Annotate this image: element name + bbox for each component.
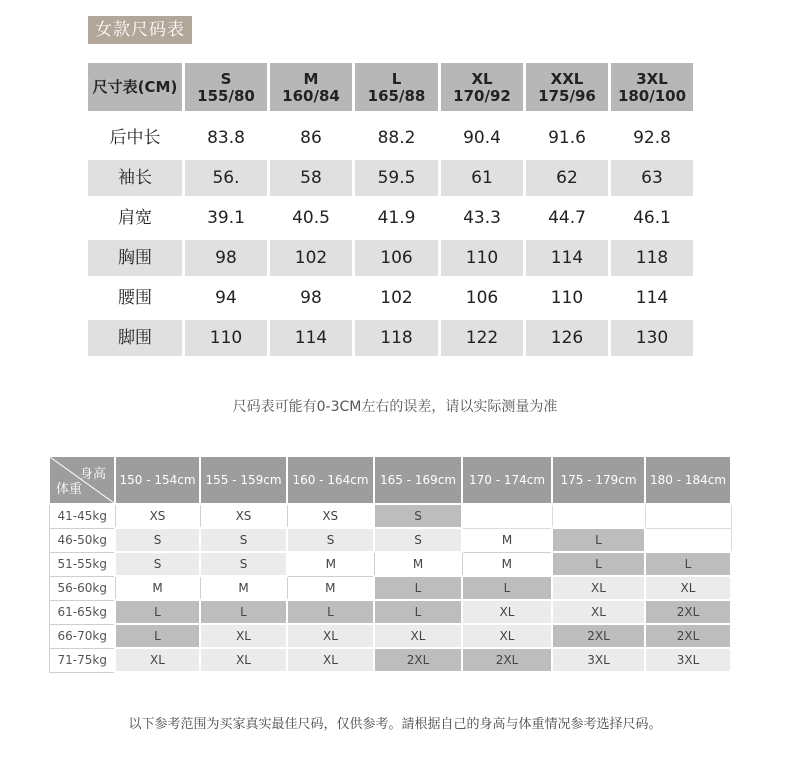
recommended-size-cell: L	[374, 600, 462, 624]
recommended-size-cell: M	[287, 576, 374, 600]
recommended-size-cell: L	[287, 600, 374, 624]
size-name: M	[303, 70, 319, 88]
size-value-cell: 88.2	[377, 128, 416, 148]
recommended-size-cell: 3XL	[645, 648, 731, 672]
size-spec: 175/96	[538, 87, 596, 105]
size-value-cell: 114	[635, 288, 669, 308]
size-value-cell: 59.5	[355, 160, 438, 196]
size-value-cell: 94	[215, 288, 237, 308]
recommended-size-cell: M	[115, 576, 200, 600]
size-row-label: 腰围	[118, 288, 152, 308]
size-value-cell: 106	[465, 288, 499, 308]
size-value-cell: 56.	[185, 160, 267, 196]
recommended-size-cell: S	[374, 528, 462, 552]
recommended-size-cell: M	[287, 552, 374, 576]
size-value-cell: 62	[526, 160, 608, 196]
size-value-cell: 63	[611, 160, 693, 196]
size-value-cell: 106	[355, 240, 438, 276]
recommended-size-cell: S	[115, 528, 200, 552]
recommended-size-cell	[645, 528, 731, 552]
size-row-label: 胸围	[88, 240, 182, 276]
recommended-size-cell: M	[462, 552, 552, 576]
recommended-size-cell: S	[200, 552, 287, 576]
weight-range-label: 56-60kg	[49, 576, 115, 600]
recommended-size-cell: L	[115, 624, 200, 648]
height-range-header: 180 - 184cm	[645, 456, 731, 504]
weight-range-label: 51-55kg	[49, 552, 115, 576]
size-name: 3XL	[636, 70, 668, 88]
reference-row	[49, 600, 731, 624]
recommended-size-cell: M	[200, 576, 287, 600]
size-value-cell: 126	[526, 320, 608, 356]
reference-row	[49, 504, 731, 528]
recommended-size-cell: XL	[200, 624, 287, 648]
recommended-size-cell: XL	[462, 600, 552, 624]
recommended-size-cell: XS	[200, 504, 287, 528]
size-value-cell: 98	[300, 288, 322, 308]
weight-range-label: 41-45kg	[49, 504, 115, 528]
size-name: S	[220, 70, 232, 88]
recommended-size-cell: L	[552, 552, 645, 576]
size-value-cell: 41.9	[377, 208, 416, 228]
size-value-cell: 91.6	[548, 128, 586, 148]
size-spec: 170/92	[453, 87, 511, 105]
size-value-cell: 110	[441, 240, 523, 276]
size-value-cell: 110	[550, 288, 584, 308]
size-value-cell: 90.4	[463, 128, 501, 148]
recommended-size-cell: L	[200, 600, 287, 624]
size-column-header	[270, 63, 352, 111]
recommended-size-cell: M	[374, 552, 462, 576]
reference-row	[49, 576, 731, 600]
size-value-cell: 118	[611, 240, 693, 276]
recommended-size-cell: 2XL	[462, 648, 552, 672]
size-value-cell: 98	[185, 240, 267, 276]
size-value-cell: 110	[185, 320, 267, 356]
size-value-cell: 118	[355, 320, 438, 356]
recommended-size-cell: XL	[552, 576, 645, 600]
size-value-cell: 46.1	[633, 208, 671, 228]
size-name: XXL	[550, 70, 584, 88]
size-spec: 180/100	[617, 87, 687, 105]
size-row-label: 脚围	[88, 320, 182, 356]
height-axis-label: 身高	[79, 467, 106, 482]
size-value-cell: 92.8	[633, 128, 671, 148]
weight-range-label: 46-50kg	[49, 528, 115, 552]
recommended-size-cell: XL	[552, 600, 645, 624]
reference-row	[49, 624, 731, 648]
recommended-size-cell: L	[115, 600, 200, 624]
reference-disclaimer: 以下参考范围为买家真实最佳尺码，仅供参考。請根据自己的身高与体重情况参考选择尺码。	[128, 717, 662, 732]
recommended-size-cell: 2XL	[645, 600, 731, 624]
size-value-cell: 44.7	[548, 208, 586, 228]
recommended-size-cell: M	[462, 528, 552, 552]
size-value-cell: 86	[300, 128, 322, 148]
recommended-size-cell: XS	[287, 504, 374, 528]
recommended-size-cell: 2XL	[374, 648, 462, 672]
size-value-cell: 61	[441, 160, 523, 196]
size-table-corner: 尺寸表(CM)	[88, 63, 182, 111]
chart-title: 女款尺码表	[88, 16, 192, 44]
reference-row	[49, 528, 731, 552]
recommended-size-cell	[462, 504, 552, 528]
size-value-cell: 122	[441, 320, 523, 356]
recommended-size-cell: XL	[200, 648, 287, 672]
height-range-header: 170 - 174cm	[462, 456, 552, 504]
recommended-size-cell: XL	[374, 624, 462, 648]
size-name: L	[391, 70, 402, 88]
size-value-cell: 40.5	[292, 208, 330, 228]
recommended-size-cell	[645, 504, 731, 528]
recommended-size-cell: XL	[287, 624, 374, 648]
height-range-header: 175 - 179cm	[552, 456, 645, 504]
recommended-size-cell: L	[374, 576, 462, 600]
weight-range-label: 66-70kg	[49, 624, 115, 648]
size-column-header	[355, 63, 438, 111]
recommended-size-cell: 3XL	[552, 648, 645, 672]
size-column-header	[441, 63, 523, 111]
size-spec: 155/80	[197, 87, 255, 105]
size-name: XL	[471, 70, 493, 88]
size-column-header	[185, 63, 267, 111]
recommended-size-cell: S	[115, 552, 200, 576]
recommended-size-cell: XS	[115, 504, 200, 528]
recommended-size-cell: XL	[287, 648, 374, 672]
size-value-cell: 114	[526, 240, 608, 276]
reference-grid-body	[49, 504, 731, 672]
size-column-header	[611, 63, 693, 111]
recommended-size-cell: 2XL	[552, 624, 645, 648]
size-value-cell: 114	[270, 320, 352, 356]
size-value-cell: 58	[270, 160, 352, 196]
size-spec: 160/84	[282, 87, 340, 105]
size-value-cell: 83.8	[207, 128, 245, 148]
size-row-label: 后中长	[109, 128, 161, 148]
size-row-label: 肩宽	[118, 208, 152, 228]
reference-row	[49, 648, 731, 672]
recommended-size-cell: 2XL	[645, 624, 731, 648]
height-range-header: 165 - 169cm	[374, 456, 462, 504]
weight-axis-label: 体重	[56, 482, 83, 497]
reference-corner	[49, 456, 115, 504]
recommended-size-cell: L	[645, 552, 731, 576]
measurement-error-note: 尺码表可能有0-3CM左右的误差，请以实际测量为准	[232, 399, 558, 415]
size-column-header	[526, 63, 608, 111]
height-range-header: 155 - 159cm	[200, 456, 287, 504]
recommended-size-cell: L	[552, 528, 645, 552]
size-value-cell: 102	[380, 288, 413, 308]
recommended-size-cell: S	[287, 528, 374, 552]
reference-header-row	[49, 456, 731, 504]
size-value-cell: 43.3	[463, 208, 501, 228]
size-spec: 165/88	[367, 87, 426, 105]
size-value-cell: 130	[611, 320, 693, 356]
recommended-size-cell: S	[200, 528, 287, 552]
height-range-header: 160 - 164cm	[287, 456, 374, 504]
size-value-cell: 39.1	[207, 208, 245, 228]
height-range-header: 150 - 154cm	[115, 456, 200, 504]
reference-row	[49, 552, 731, 576]
recommended-size-cell: L	[462, 576, 552, 600]
size-value-cell: 102	[270, 240, 352, 276]
recommended-size-cell: XL	[115, 648, 200, 672]
recommended-size-cell	[552, 504, 645, 528]
recommended-size-cell: XL	[645, 576, 731, 600]
size-row-label: 袖长	[88, 160, 182, 196]
weight-range-label: 61-65kg	[49, 600, 115, 624]
recommended-size-cell: XL	[462, 624, 552, 648]
recommended-size-cell: S	[374, 504, 462, 528]
weight-range-label: 71-75kg	[49, 648, 115, 672]
reference-size-grid	[48, 455, 732, 673]
